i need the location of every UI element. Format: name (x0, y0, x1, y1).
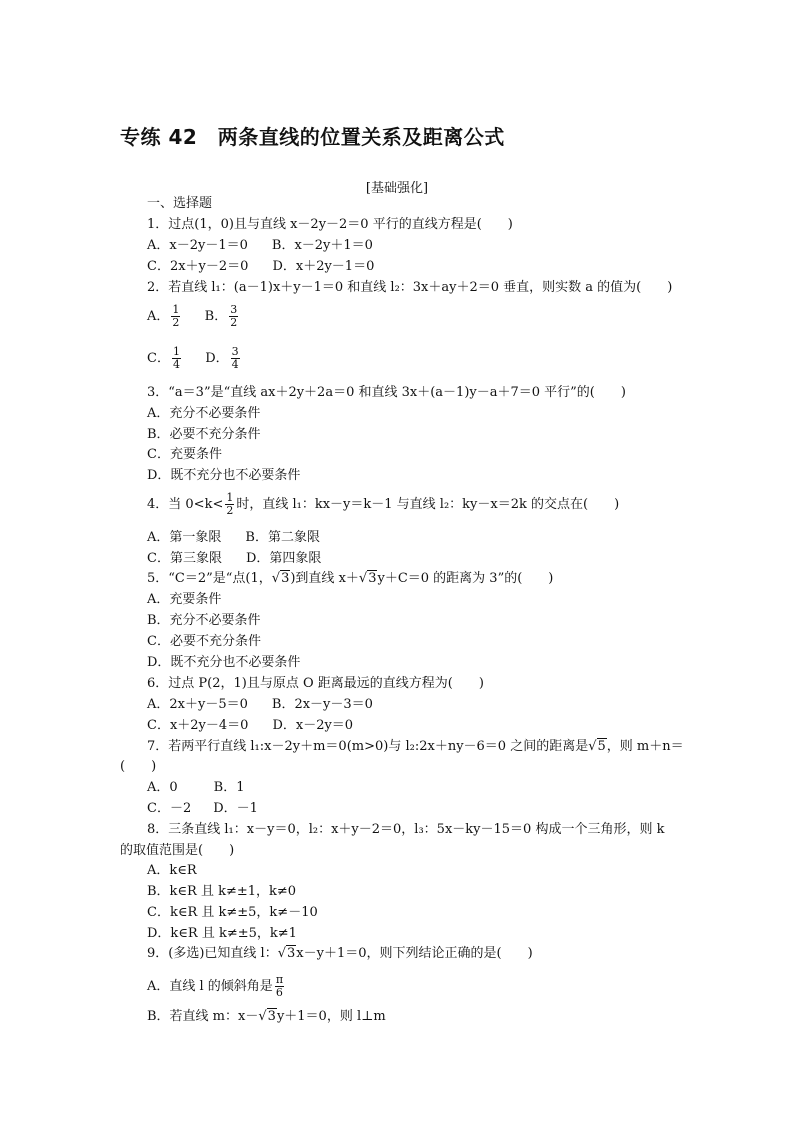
question-3-option-c: C．充要条件 (147, 447, 222, 462)
question-4-options-cd (147, 550, 321, 567)
question-6-options-cd (147, 717, 353, 734)
question-2-stem: 2．若直线 l₁：(a－1)x＋y－1＝0 和直线 l₂：3x＋ay＋2＝0 垂直，则实数 a 的值为( ) (147, 280, 673, 295)
question-1-stem: 1．过点(1，0)且与直线 x－2y－2＝0 平行的直线方程是( ) (147, 217, 513, 232)
square-root: √5 (588, 739, 606, 754)
question-5-option-a: A．充要条件 (147, 592, 222, 607)
question-9-option-b: B．若直线 m：x－√3y＋1＝0，则 l⊥m (147, 1009, 386, 1024)
question-8-option-d: D．k∈R 且 k≠±5，k≠1 (147, 926, 297, 941)
question-8-option-c: C．k∈R 且 k≠±5，k≠－10 (147, 905, 318, 920)
option-d: D．x＋2y－1＝0 (272, 259, 375, 274)
question-3-stem: 3．“a＝3”是“直线 ax＋2y＋2a＝0 和直线 3x＋(a－1)y－a＋7＝0 平行”的( ) (147, 385, 626, 400)
option-a-label: A． (147, 309, 170, 324)
square-root: √3 (358, 571, 377, 586)
question-2-options-cd (147, 346, 242, 371)
question-3-option-a: A．充分不必要条件 (147, 406, 261, 421)
question-5-option-d: D．既不充分也不必要条件 (147, 655, 301, 670)
section-label: [基础强化] (365, 181, 429, 196)
question-6-options-ab (147, 696, 373, 713)
option-a: A．x－2y－1＝0 (147, 238, 248, 253)
question-5-stem: 5．“C＝2”是“点(1，√3)到直线 x＋√3y＋C＝0 的距离为 3”的( ) (147, 571, 554, 586)
question-8-option-b: B．k∈R 且 k≠±1，k≠0 (147, 884, 297, 899)
option-b: B．2x－y－3＝0 (271, 697, 373, 712)
question-9-option-a: A．直线 l 的倾斜角是 $\frac{\pi}{6}$ (147, 973, 284, 999)
part-heading: 一、选择题 (147, 196, 213, 211)
question-9-stem: 9．(多选)已知直线 l：√3x－y＋1＝0，则下列结论正确的是( ) (147, 946, 533, 961)
question-1-options-ab (147, 237, 373, 254)
option-b: B．1 (213, 780, 245, 795)
question-8-stem-continued: 的取值范围是( ) (120, 843, 235, 858)
option-c: C．x＋2y－4＝0 (147, 718, 249, 733)
question-3-option-d: D．既不充分也不必要条件 (147, 468, 301, 483)
option-c: C．2x＋y－2＝0 (147, 259, 249, 274)
option-b-label: B． (204, 309, 228, 324)
question-7-stem-continued: ( ) (120, 759, 157, 774)
option-d: D．第四象限 (245, 551, 322, 566)
question-2-options-ab (147, 304, 240, 329)
question-4-stem: 4．当 0<k< $\frac{1}{2}$ 时，直线 l₁：kx－y＝k－1 与直线 l₂：ky－x＝2k 的交点在( ) (147, 491, 620, 517)
option-a: A．第一象限 (147, 530, 222, 545)
option-d-label: D． (205, 351, 229, 366)
option-c: C．－2 (147, 801, 192, 816)
question-7-stem: 7．若两平行直线 l₁:x－2y＋m＝0(m>0)与 l₂:2x＋ny－6＝0 之间的距离是√5，则 m＋n＝ (147, 739, 684, 754)
question-8-stem: 8．三条直线 l₁：x－y＝0，l₂：x＋y－2＝0，l₃：5x－ky－15＝0 构成一个三角形，则 k (147, 822, 665, 837)
option-b: B．x－2y＋1＝0 (271, 238, 373, 253)
option-d: D．－1 (213, 801, 258, 816)
question-5-option-c: C．必要不充分条件 (147, 634, 261, 649)
option-a: A．2x＋y－5＝0 (147, 697, 248, 712)
fraction: $\frac{\pi}{6}$ (275, 973, 284, 999)
option-b: B．第二象限 (245, 530, 320, 545)
question-5-option-b: B．充分不必要条件 (147, 613, 261, 628)
square-root: √3 (258, 1009, 276, 1024)
question-1-options-cd (147, 258, 374, 275)
option-a: A．0 (147, 780, 178, 795)
question-4-options-ab (147, 529, 320, 546)
question-6-stem: 6．过点 P(2，1)且与原点 O 距离最远的直线方程为( ) (147, 676, 484, 691)
fraction: $\frac{1}{4}$ (172, 345, 180, 371)
question-8-option-a: A．k∈R (147, 863, 197, 878)
question-3-option-b: B．必要不充分条件 (147, 427, 261, 442)
fraction: $\frac{3}{2}$ (230, 303, 238, 329)
fraction: $\frac{1}{2}$ (172, 303, 180, 329)
option-d: D．x－2y＝0 (272, 718, 354, 733)
square-root: √3 (277, 946, 296, 961)
option-c-label: C． (147, 351, 170, 366)
square-root: √3 (271, 571, 290, 586)
option-c: C．第三象限 (147, 551, 222, 566)
page-title: 专练 42 两条直线的位置关系及距离公式 (120, 125, 505, 149)
question-7-options-cd (147, 800, 258, 817)
fraction: $\frac{1}{2}$ (226, 491, 234, 517)
question-7-options-ab (147, 779, 245, 796)
fraction: $\frac{3}{4}$ (231, 345, 239, 371)
